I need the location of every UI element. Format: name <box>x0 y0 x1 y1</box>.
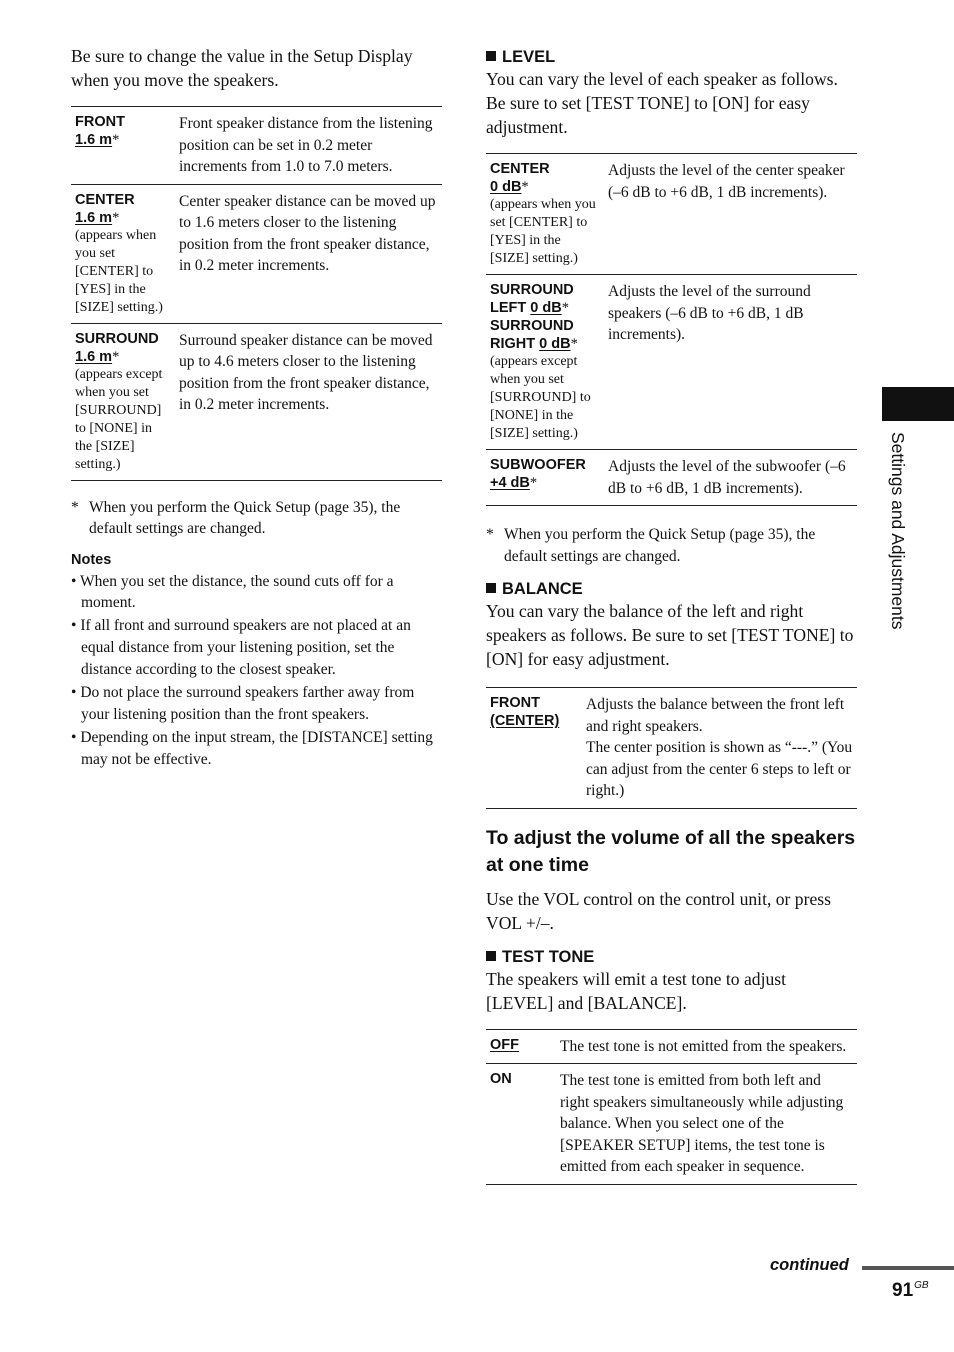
default-asterisk: * <box>521 179 529 195</box>
footnote-mark: * <box>71 498 79 516</box>
list-item: • Depending on the input stream, the [DISTANCE] setting may not be effective. <box>71 727 442 770</box>
option-default-value: (CENTER) <box>490 713 560 729</box>
option-label <box>486 1029 556 1064</box>
option-name: SUBWOOFER <box>490 457 586 473</box>
test-tone-heading <box>486 947 857 967</box>
table-row <box>486 154 857 275</box>
default-asterisk: * <box>570 336 578 352</box>
option-name: SURROUND <box>75 330 159 347</box>
footnote-text: When you perform the Quick Setup (page 35), the default settings are changed. <box>504 526 816 565</box>
heading-text: BALANCE <box>502 580 583 598</box>
option-note: (appears except when you set [SURROUND] to [NONE] in the [SIZE] setting.) <box>75 366 163 472</box>
option-label <box>71 107 175 185</box>
option-name: SURROUND RIGHT <box>490 318 574 352</box>
default-asterisk: * <box>112 209 120 226</box>
notes-list <box>71 571 442 771</box>
option-description: Surround speaker distance can be moved up to 4.6 meters closer to the listening position from the front speaker distance, in 0.2 meter increments. <box>179 331 433 413</box>
option-description: The test tone is emitted from both left and right speakers simultaneously while adjusting balance. When you select one of the [SPEAKER SETUP] items, the test tone is emitted from each speaker in sequence. <box>560 1072 844 1175</box>
option-name: OFF <box>490 1036 519 1053</box>
option-note: (appears when you set [CENTER] to [YES] in the [SIZE] setting.) <box>75 227 163 315</box>
notes-title: Notes <box>71 551 112 568</box>
heading-text: LEVEL <box>502 48 556 66</box>
balance-table <box>486 687 857 809</box>
option-note: (appears when you set [CENTER] to [YES] in the [SIZE] setting.) <box>490 197 596 266</box>
table-row <box>71 107 442 185</box>
option-description: Center speaker distance can be moved up to 1.6 meters closer to the listening position from the front speaker distance, in 0.2 meter increments. <box>179 192 436 274</box>
distance-table <box>71 106 442 481</box>
option-description: Adjusts the level of the surround speakers (–6 dB to +6 dB, 1 dB increments). <box>608 283 811 343</box>
description-line: Adjusts the balance between the front left and right speakers. <box>586 696 845 735</box>
page-suffix: GB <box>914 1280 929 1291</box>
option-label <box>486 275 604 450</box>
test-tone-intro: The speakers will emit a test tone to adjust [LEVEL] and [BALANCE]. <box>486 968 786 1013</box>
option-name: ON <box>490 1071 512 1087</box>
option-description: Adjusts the level of the center speaker (–6 dB to +6 dB, 1 dB increments). <box>608 162 845 201</box>
test-tone-table <box>486 1029 857 1185</box>
continued-label: continued <box>770 1256 849 1274</box>
option-label <box>71 184 175 323</box>
page-number-value: 91 <box>892 1280 914 1301</box>
page-number <box>892 1280 929 1302</box>
option-name: SURROUND LEFT <box>490 282 574 316</box>
square-bullet-icon <box>486 583 496 593</box>
option-label <box>486 450 604 506</box>
right-column <box>486 44 857 1185</box>
square-bullet-icon <box>486 51 496 61</box>
option-description: Front speaker distance from the listening position can be set in 0.2 meter increments from 1.0 to 7.0 meters. <box>179 115 433 175</box>
option-default-value: +4 dB <box>490 475 530 491</box>
option-description: The test tone is not emitted from the speakers. <box>560 1037 847 1055</box>
default-asterisk: * <box>112 348 120 365</box>
option-default-value: 1.6 m <box>75 348 113 365</box>
option-note: (appears except when you set [SURROUND] to [NONE] in the [SIZE] setting.) <box>490 354 591 441</box>
option-name: CENTER <box>75 191 135 208</box>
default-asterisk: * <box>561 300 569 316</box>
footnote-text: When you perform the Quick Setup (page 35), the default settings are changed. <box>89 498 401 537</box>
table-row <box>486 1029 857 1064</box>
option-default-value: 0 dB <box>490 179 522 195</box>
option-name: CENTER <box>490 161 550 177</box>
default-asterisk: * <box>112 132 120 148</box>
table-row <box>486 275 857 450</box>
square-bullet-icon <box>486 951 496 961</box>
level-heading <box>486 47 857 67</box>
level-intro: You can vary the level of each speaker as follows. Be sure to set [TEST TONE] to [ON] for easy adjustment. <box>486 69 838 137</box>
left-column <box>71 44 442 772</box>
table-row <box>71 323 442 480</box>
section-side-label: Settings and Adjustments <box>888 432 908 630</box>
option-default-value: 1.6 m <box>75 132 113 148</box>
footnote <box>71 497 442 540</box>
section-tab-marker <box>882 387 954 421</box>
heading-text: TEST TONE <box>502 947 595 966</box>
balance-heading <box>486 579 857 599</box>
list-item: • Do not place the surround speakers farther away from your listening position than the front speakers. <box>71 682 442 725</box>
default-asterisk: * <box>529 475 538 491</box>
list-item: • If all front and surround speakers are not placed at an equal distance from your listening position, set the distance according to the closest speaker. <box>71 615 442 680</box>
option-label <box>486 154 604 275</box>
footnote-mark: * <box>486 526 494 543</box>
option-default-value: 0 dB <box>539 336 571 352</box>
option-description: Adjusts the level of the subwoofer (–6 dB to +6 dB, 1 dB increments). <box>608 458 846 497</box>
option-label <box>71 323 175 480</box>
option-default-value: 0 dB <box>530 300 562 316</box>
balance-intro: You can vary the balance of the left and right speakers as follows. Be sure to set [TEST TONE] to [ON] for easy adjustment. <box>486 601 854 669</box>
volume-heading: To adjust the volume of all the speakers at one time <box>486 826 856 876</box>
table-row <box>486 1064 857 1185</box>
description-line: The center position is shown as “---.” (You can adjust from the center 6 steps to left or right.) <box>586 739 853 799</box>
table-row <box>486 688 857 809</box>
option-label <box>486 688 582 809</box>
option-name: FRONT <box>75 114 125 130</box>
footnote <box>486 524 857 567</box>
table-row <box>486 450 857 506</box>
table-row <box>71 184 442 323</box>
distance-intro: Be sure to change the value in the Setup Display when you move the speakers. <box>71 46 413 90</box>
continued-rule <box>862 1266 954 1270</box>
option-description <box>582 688 857 809</box>
list-item: • When you set the distance, the sound cuts off for a moment. <box>71 571 442 614</box>
option-name: FRONT <box>490 695 540 711</box>
option-default-value: 1.6 m <box>75 209 113 226</box>
level-table <box>486 153 857 506</box>
option-label <box>486 1064 556 1185</box>
volume-text: Use the VOL control on the control unit, or press VOL +/–. <box>486 888 831 933</box>
